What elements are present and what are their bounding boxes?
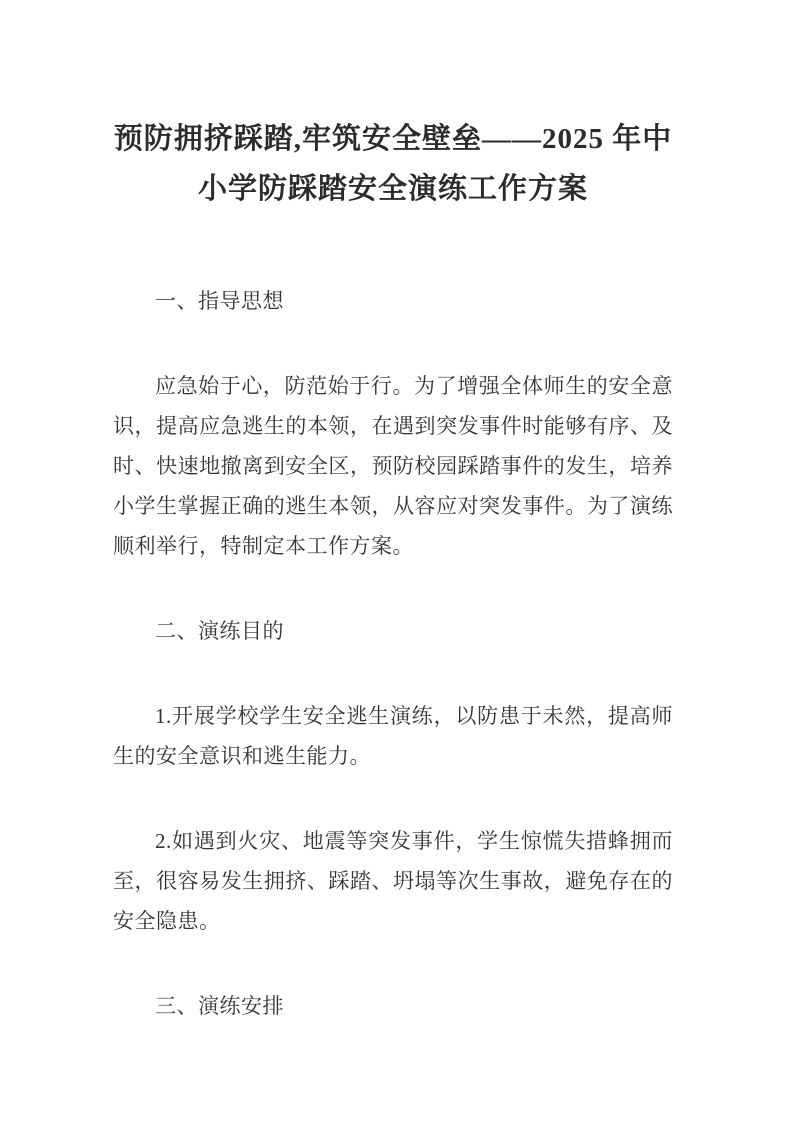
paragraph-guiding-ideology: 应急始于心，防范始于行。为了增强全体师生的安全意识，提高应急逃生的本领，在遇到突发事件时能够有序、及时、快速地撤离到安全区，预防校园踩踏事件的发生，培养小学生掌握正确的逃生本领，从容应对突发事件。为了演练顺利举行，特制定本工作方案。	[113, 374, 673, 558]
document-title-line-2: 小学防踩踏安全演练工作方案	[197, 173, 588, 205]
paragraph-drill-purpose-1: 1.开展学校学生安全逃生演练，以防患于未然，提高师生的安全意识和逃生能力。	[113, 704, 673, 768]
section-heading-drill-purpose: 二、演练目的	[155, 619, 284, 643]
section-heading-drill-arrangement: 三、演练安排	[155, 994, 284, 1018]
paragraph-drill-purpose-2: 2.如遇到火灾、地震等突发事件，学生惊慌失措蜂拥而至，很容易发生拥挤、踩踏、坍塌等次生事故，避免存在的安全隐患。	[113, 829, 673, 933]
document-title-line-1: 预防拥挤踩踏,牢筑安全壁垒——2025 年中	[113, 123, 673, 155]
section-heading-guiding-ideology: 一、指导思想	[155, 289, 284, 313]
document-title	[113, 114, 673, 214]
